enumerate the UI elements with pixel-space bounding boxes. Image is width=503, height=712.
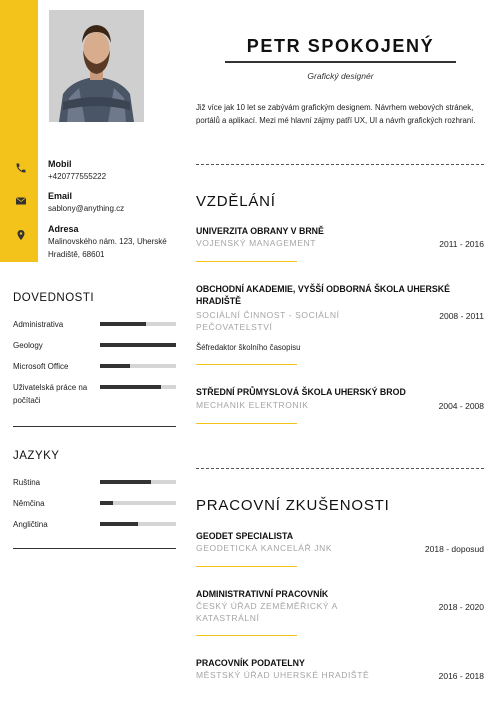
about-paragraph: Již více jak 10 let se zabývám grafickým designem. Návrhem webových stránek, portálů a aplikací. Mezi mé hlavní zájmy patří UX, UI a návrh grafických rozhraní.: [196, 103, 476, 125]
skill-label: Microsoft Office: [13, 362, 69, 371]
entry-underline: [196, 364, 297, 365]
language-label: Němčina: [13, 499, 45, 508]
education-entry-date: 2008 - 2011: [439, 311, 484, 321]
experience-entry-employer: GEODETICKÁ KANCELÁŘ JNK: [196, 543, 333, 553]
profile-photo: [49, 10, 144, 122]
experience-heading: PRACOVNÍ ZKUŠENOSTI: [196, 497, 390, 514]
section-divider: [196, 468, 484, 469]
experience-entry-date: 2018 - doposud: [424, 544, 484, 554]
experience-entry-title: GEODET SPECIALISTA: [196, 531, 294, 541]
languages-heading: JAZYKY: [13, 450, 60, 462]
experience-entry-date: 2016 - 2018: [438, 671, 484, 681]
phone-value[interactable]: +420777555222: [48, 172, 107, 181]
skill-label: Uživatelská práce na počítači: [13, 383, 88, 405]
location-pin-icon: [13, 227, 29, 243]
education-entry-note: Šéfredaktor školního časopisu: [196, 343, 301, 352]
education-entry-subtitle: MECHANIK ELEKTRONIK: [196, 400, 309, 410]
email-label: Email: [48, 191, 73, 201]
entry-underline: [196, 635, 297, 636]
address-value: Malinovského nám. 123, Uherské Hradiště, 68601: [48, 237, 167, 259]
phone-icon: [13, 160, 29, 176]
entry-underline: [196, 423, 297, 424]
education-entry-title: UNIVERZITA OBRANY V BRNĚ: [196, 226, 324, 236]
language-label: Angličtina: [13, 520, 48, 529]
experience-entry-date: 2018 - 2020: [438, 602, 484, 612]
language-level-bar: [100, 480, 176, 484]
education-entry-title: OBCHODNÍ AKADEMIE, VYŠŠÍ ODBORNÁ ŠKOLA UHERSKÉ HRADIŠTĚ: [196, 284, 450, 306]
entry-underline: [196, 261, 297, 262]
job-title: Grafický designér: [307, 71, 374, 81]
education-entry-subtitle: VOJENSKÝ MANAGEMENT: [196, 238, 317, 248]
skill-level-bar: [100, 343, 176, 347]
name-underline: [225, 61, 456, 63]
language-level-bar: [100, 522, 176, 526]
education-entry-date: 2011 - 2016: [439, 239, 484, 249]
skills-divider: [13, 426, 176, 427]
skill-level-bar: [100, 385, 176, 389]
language-level-bar: [100, 501, 176, 505]
languages-divider: [13, 548, 176, 549]
phone-label: Mobil: [48, 159, 72, 169]
education-entry-subtitle: SOCIÁLNÍ ČINNOST - SOCIÁLNÍ PEČOVATELSTVÍ: [196, 310, 340, 332]
address-label: Adresa: [48, 224, 79, 234]
skill-level-bar: [100, 322, 176, 326]
education-heading: VZDĚLÁNÍ: [196, 193, 276, 210]
experience-entry-title: PRACOVNÍK PODATELNY: [196, 658, 305, 668]
skill-level-bar: [100, 364, 176, 368]
education-entry-date: 2004 - 2008: [438, 401, 484, 411]
skills-heading: DOVEDNOSTI: [13, 292, 95, 304]
language-label: Ruština: [13, 478, 41, 487]
accent-sidebar-strip: [0, 0, 38, 262]
section-divider: [196, 164, 484, 165]
envelope-icon: [13, 193, 29, 209]
email-value[interactable]: sablony@anything.cz: [48, 204, 125, 213]
skill-label: Administrativa: [13, 320, 64, 329]
education-entry-title: STŘEDNÍ PRŮMYSLOVÁ ŠKOLA UHERSKÝ BROD: [196, 387, 406, 397]
skill-label: Geology: [13, 341, 43, 350]
person-name: PETR SPOKOJENÝ: [246, 36, 435, 56]
entry-underline: [196, 566, 297, 567]
experience-entry-title: ADMINISTRATIVNÍ PRACOVNÍK: [196, 589, 329, 599]
experience-entry-employer: MĚSTSKÝ ÚŘAD UHERSKÉ HRADIŠTĚ: [196, 670, 370, 680]
experience-entry-employer: ČESKÝ ÚŘAD ZEMĚMĚŘICKÝ A KATASTRÁLNÍ: [196, 601, 338, 623]
